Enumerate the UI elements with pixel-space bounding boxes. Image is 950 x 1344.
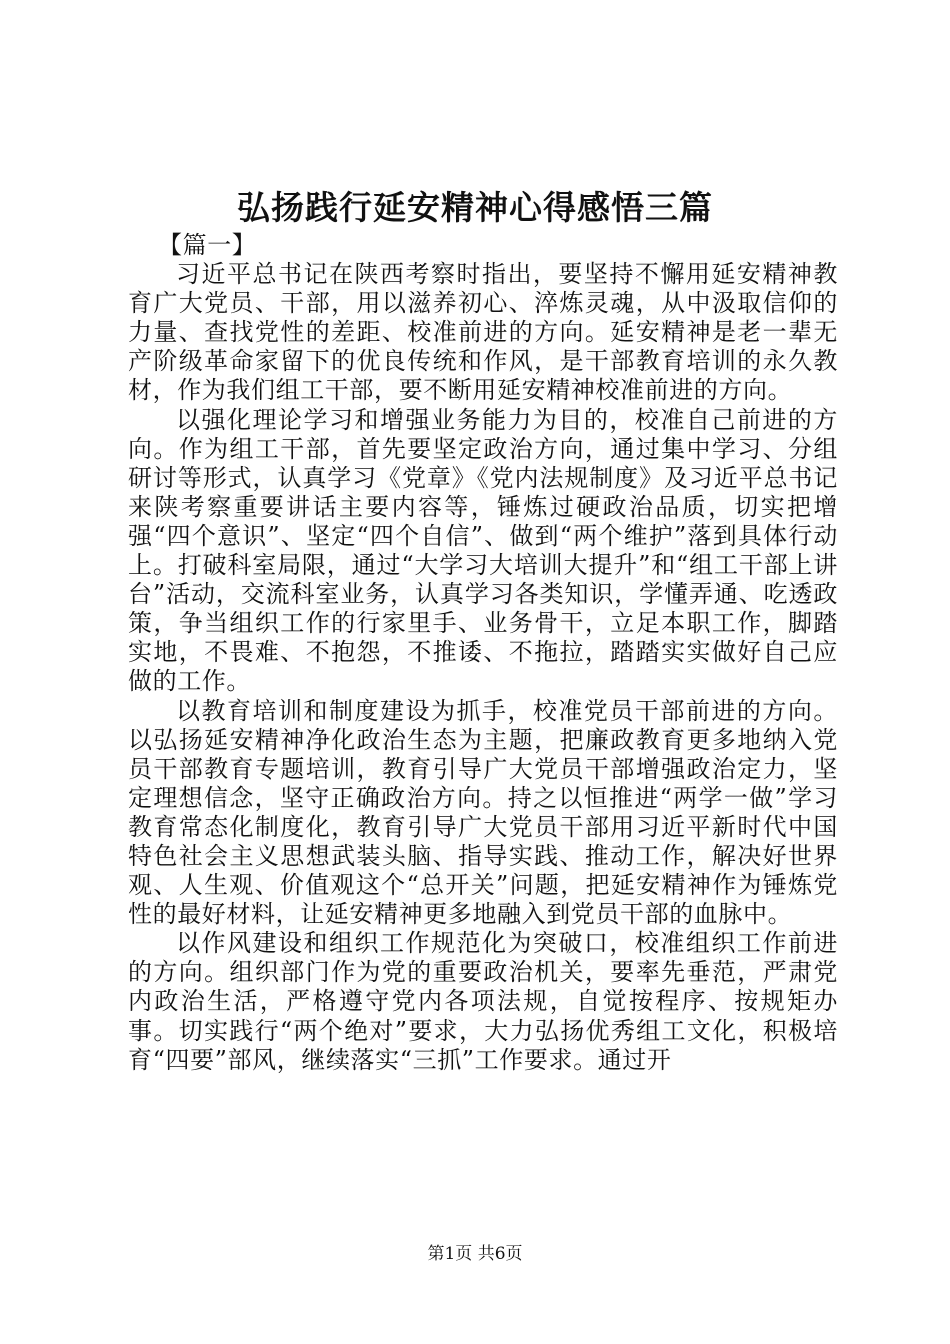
paragraph-2: 以强化理论学习和增强业务能力为目的，校准自己前进的方向。作为组工干部，首先要坚定政治方向，通过集中学习、分组研讨等形式，认真学习《党章》《党内法规制度》及习近平总书记来陕考察重要讲话主要内容等，锤炼过硬政治品质，切实把增强“四个意识”、坚定“四个自信”、做到“两个维护”落到具体行动上。打破科室局限，通过“大学习大培训大提升”和“组工干部上讲台”活动，交流科室业务，认真学习各类知识，学懂弄通、吃透政策，争当组织工作的行家里手、业务骨干，立足本职工作，脚踏实地，不畏难、不抱怨，不推诿、不拖拉，踏踏实实做好自己应做的工作。: [128, 405, 838, 696]
paragraph-3: 以教育培训和制度建设为抓手，校准党员干部前进的方向。以弘扬延安精神净化政治生态为主题，把廉政教育更多地纳入党员干部教育专题培训，教育引导广大党员干部增强政治定力，坚定理想信念，坚守正确政治方向。持之以恒推进“两学一做”学习教育常态化制度化，教育引导广大党员干部用习近平新时代中国特色社会主义思想武装头脑、指导实践、推动工作，解决好世界观、人生观、价值观这个“总开关”问题，把延安精神作为锤炼党性的最好材料，让延安精神更多地融入到党员干部的血脉中。: [128, 696, 838, 929]
document-title: 弘扬践行延安精神心得感悟三篇: [237, 188, 713, 227]
paragraph-1: 习近平总书记在陕西考察时指出，要坚持不懈用延安精神教育广大党员、干部，用以滋养初心、淬炼灵魂，从中汲取信仰的力量、查找党性的差距、校准前进的方向。延安精神是老一辈无产阶级革命家留下的优良传统和作风，是干部教育培训的永久教材，作为我们组工干部，要不断用延安精神校准前进的方向。: [128, 260, 838, 405]
document-body: [128, 231, 838, 1075]
paragraph-4: 以作风建设和组织工作规范化为突破口，校准组织工作前进的方向。组织部门作为党的重要政治机关，要率先垂范，严肃党内政治生活，严格遵守党内各项法规，自觉按程序、按规矩办事。切实践行“两个绝对”要求，大力弘扬优秀组工文化，积极培育“四要”部风，继续落实“三抓”工作要求。通过开: [128, 929, 838, 1074]
page-footer: 第1页 共6页: [427, 1244, 523, 1264]
section-heading: 【篇一】: [158, 231, 257, 259]
